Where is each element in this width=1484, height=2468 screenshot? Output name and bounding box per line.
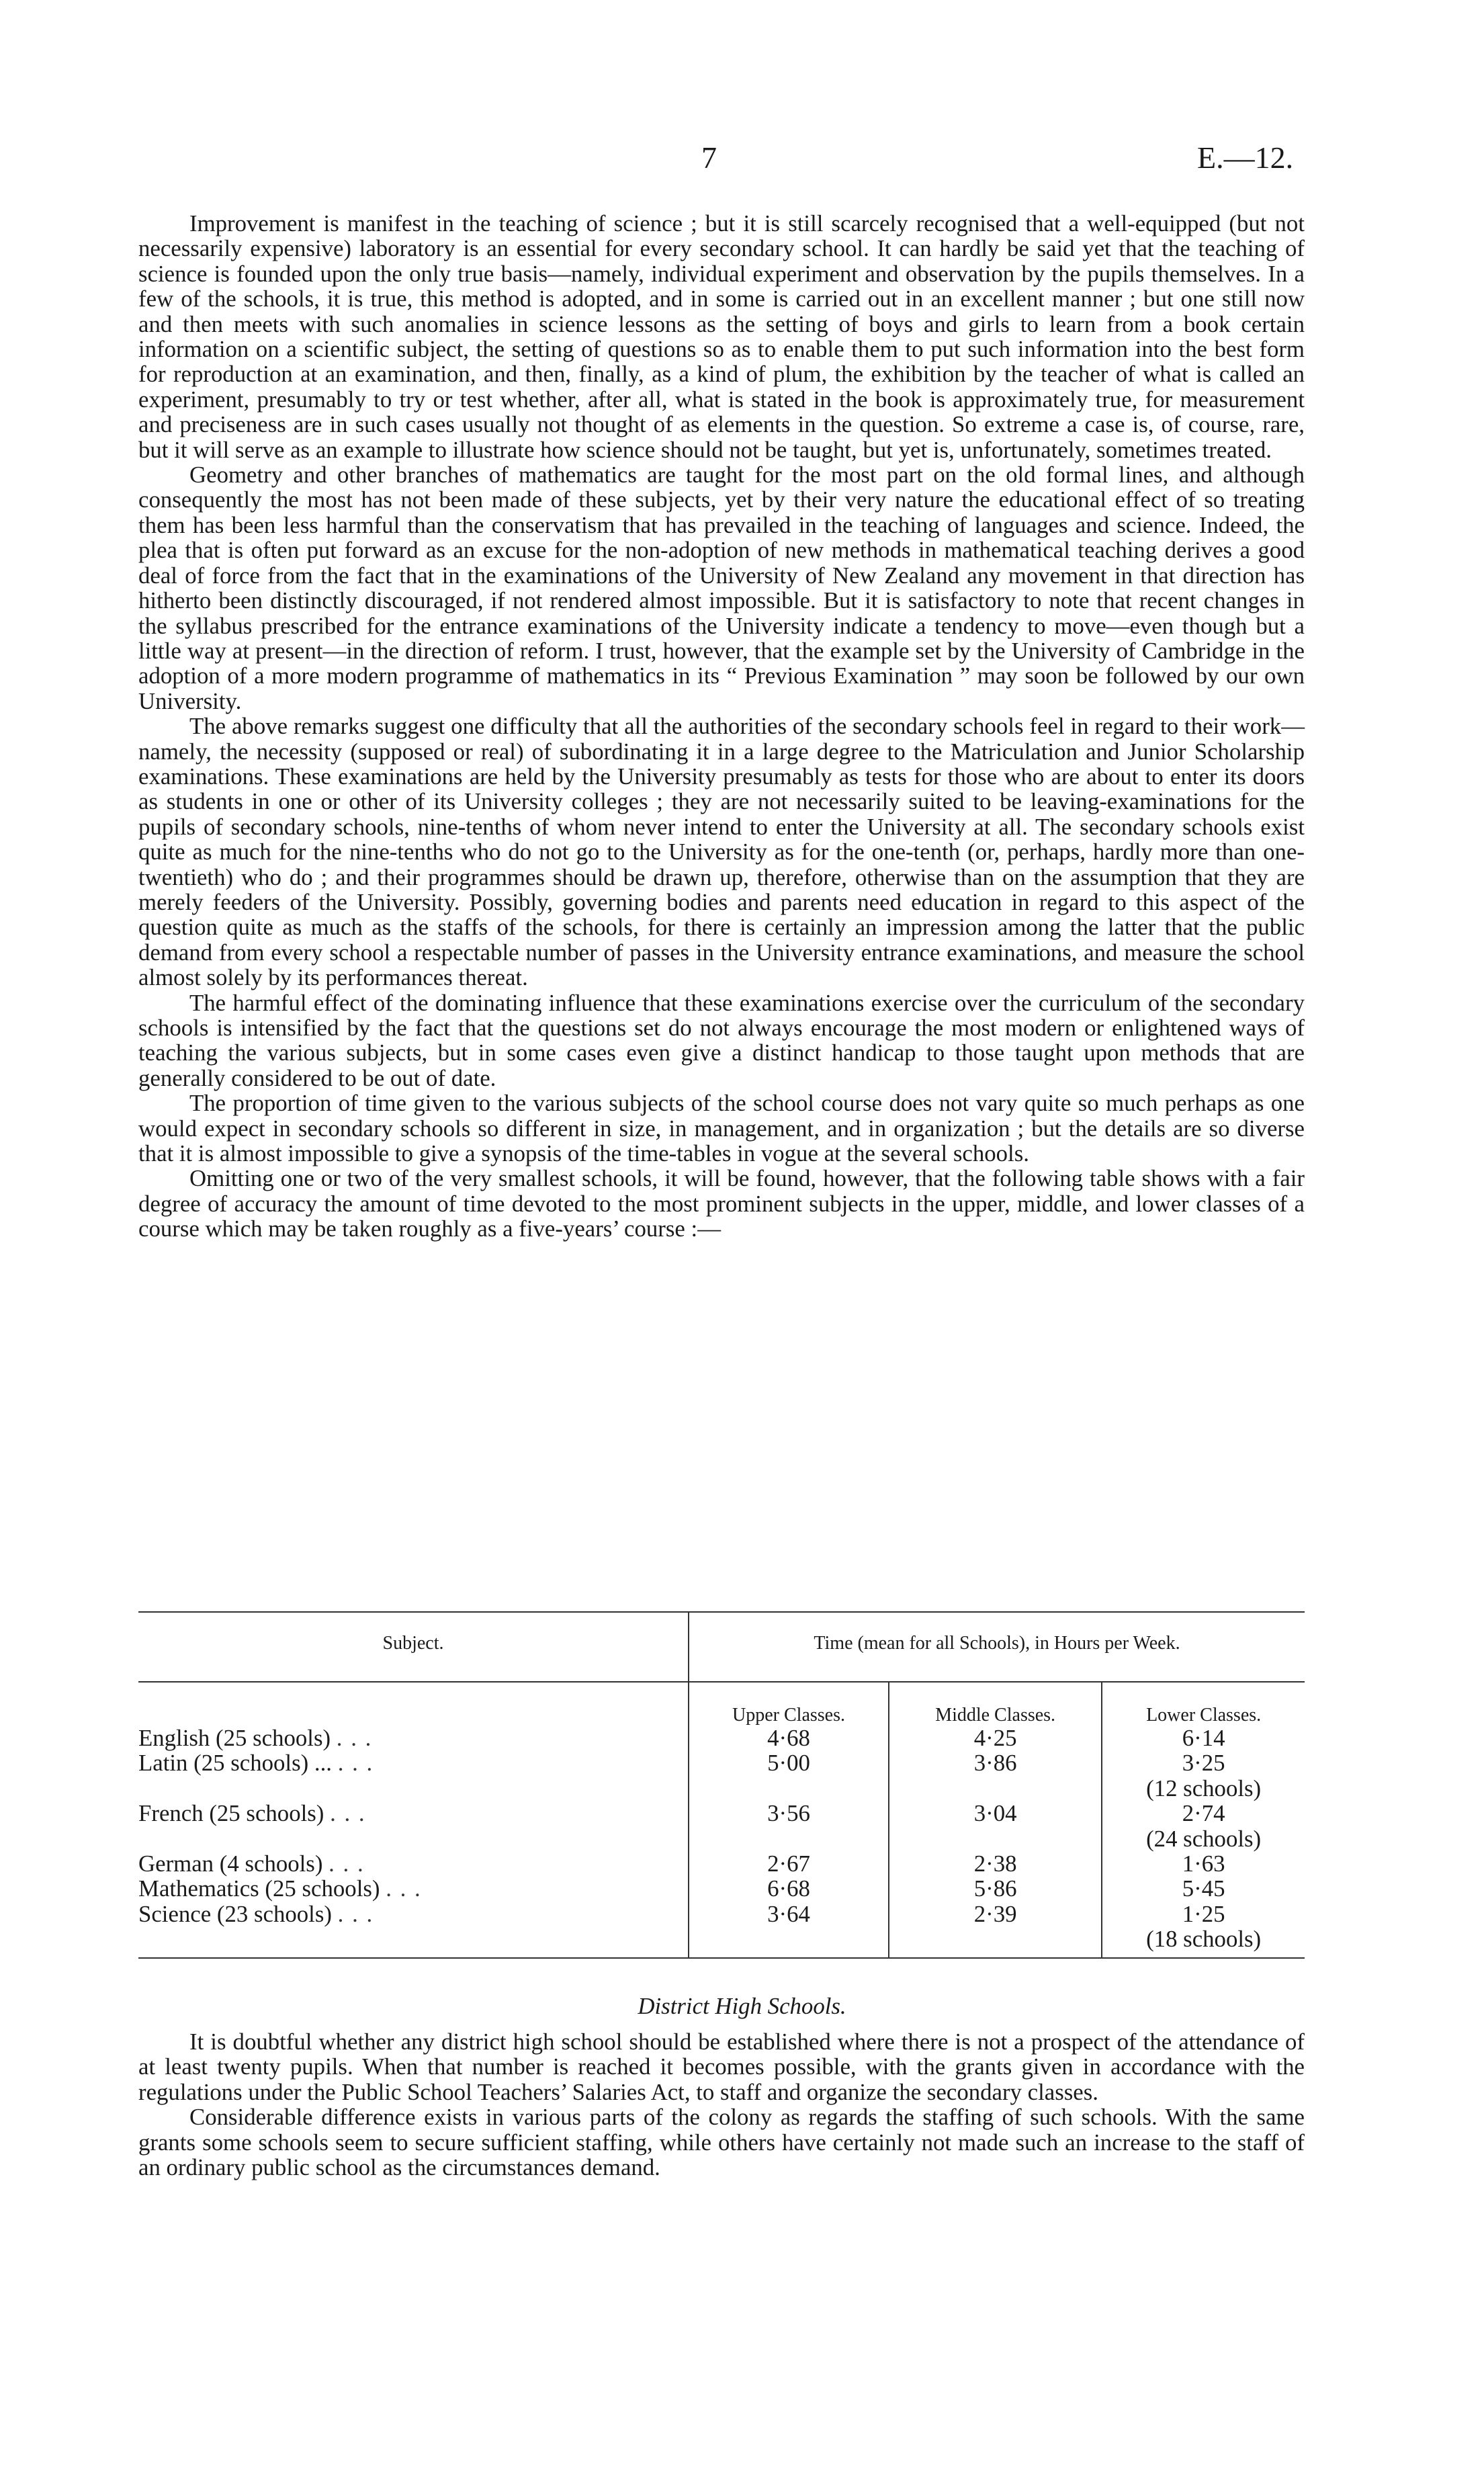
table-row xyxy=(138,1726,1305,1750)
row-lower: 1·25 xyxy=(1182,1900,1225,1927)
row-leader: . . . xyxy=(336,1725,373,1751)
paragraph-examinations: The above remarks suggest one difficulty that all the authorities of the secondary schools feel in regard to their work—namely, the necessity (supposed or real) of subordinating it in a large degree to the Matriculation and Junior Scholarship examinations. These examinations are held by the University presumably as tests for those who are about to enter its doors as students in one or other of its University colleges ; they are not necessarily suited to be leaving-examinations for the pupils of secondary schools, nine-tenths of whom never intend to enter the University at all. The secondary schools exist quite as much for the nine-tenths who do not go to the University as for the one-tenth (or, perhaps, hardly more than one-twentieth) who do ; and their programmes should be drawn up, therefore, otherwise than on the assumption that they are merely feeders of the University. Possibly, governing bodies and parents need education in regard to this aspect of the question quite as much as the staffs of the schools, for there is certainly an impression among the latter that the public demand from every school a respectable number of passes in the University entrance examinations, and measure the school almost solely by its performances thereat. xyxy=(138,713,1305,991)
subhead-empty xyxy=(138,1682,689,1726)
row-lower: 1·63 xyxy=(1182,1850,1225,1877)
row-middle: 3·86 xyxy=(889,1750,1102,1801)
table-row xyxy=(138,1750,1305,1801)
paragraph-time-proportion: The proportion of time given to the various subjects of the school course does not vary quite so much perhaps as one would expect in secondary schools so different in size, in management, and in organization ; but the details are so diverse that it is almost impossible to give a synopsis of the time-tables in vogue at the several schools. xyxy=(138,1090,1305,1167)
paragraph-table-intro: Omitting one or two of the very smallest schools, it will be found, however, that the following table shows with a fair degree of accuracy the amount of time devoted to the most prominent subjects in the upper, middle, and lower classes of a course which may be taken roughly as a five-years’ course :— xyxy=(138,1165,1305,1242)
row-middle: 5·86 xyxy=(889,1876,1102,1901)
row-upper: 5·00 xyxy=(689,1750,889,1801)
row-middle: 2·38 xyxy=(889,1851,1102,1876)
row-middle: 3·04 xyxy=(889,1801,1102,1851)
row-lower-note: (18 schools) xyxy=(1146,1926,1262,1953)
row-middle: 4·25 xyxy=(889,1726,1102,1750)
body-text-district xyxy=(138,2029,1305,2180)
table-row xyxy=(138,1876,1305,1901)
time-table xyxy=(138,1611,1305,1959)
row-leader: . . . xyxy=(330,1800,366,1827)
time-table-container xyxy=(138,1611,1305,1959)
col-lower-header: Lower Classes. xyxy=(1146,1705,1262,1726)
row-lower: 5·45 xyxy=(1182,1875,1225,1902)
row-upper: 2·67 xyxy=(689,1851,889,1876)
row-subject: Latin (25 schools) ... xyxy=(138,1750,332,1777)
table-row xyxy=(138,1851,1305,1876)
paragraph-mathematics: Geometry and other branches of mathematics are taught for the most part on the old formal lines, and although consequently the most has not been made of these subjects, yet by their very nature the educational effect of so treating them has been less harmful than the conservatism that has prevailed in the teaching of languages and science. Indeed, the plea that is often put forward as an excuse for the non-adoption of new methods in mathematical teaching derives a good deal of force from the fact that in the examinations of the University of New Zealand any movement in that direction has hitherto been distinctly discouraged, if not rendered almost impossible. But it is satisfactory to note that recent changes in the syllabus prescribed for the entrance examinations of the University indicate a tendency to move—even though but a little way at present—in the direction of reform. I trust, however, that the example set by the University of Cambridge in the adoption of a more modern programme of mathematics in its “ Previous Examination ” may soon be followed by our own University. xyxy=(138,462,1305,714)
paragraph-district-establishment: It is doubtful whether any district high school should be established where there is not a prospect of the attendance of at least twenty pupils. When that number is reached it becomes possible, with the grants given in accordance with the regulations under the Public School Teachers’ Salaries Act, to staff and organize the secondary classes. xyxy=(138,2029,1305,2105)
row-upper: 4·68 xyxy=(689,1726,889,1750)
header-subject: Subject. xyxy=(138,1612,689,1682)
body-text xyxy=(138,211,1305,1242)
col-middle-header: Middle Classes. xyxy=(889,1682,1102,1726)
paragraph-district-staffing: Considerable difference exists in various parts of the colony as regards the staffing of such schools. With the same grants some schools seem to secure sufficient staffing, while others have certainly not made such an increase to the staff of an ordinary public school as the circumstances demand. xyxy=(138,2104,1305,2181)
row-subject: German (4 schools) xyxy=(138,1850,323,1877)
table-row xyxy=(138,1801,1305,1851)
document-code: E.—12. xyxy=(1197,140,1294,175)
page-number: 7 xyxy=(701,140,717,175)
header-time: Time (mean for all Schools), in Hours per Week. xyxy=(689,1612,1305,1682)
table-row xyxy=(138,1902,1305,1958)
row-upper: 3·64 xyxy=(689,1902,889,1958)
row-upper: 3·56 xyxy=(689,1801,889,1851)
section-heading-district-high-schools: District High Schools. xyxy=(638,1993,846,2019)
row-upper: 6·68 xyxy=(689,1876,889,1901)
row-subject: Science (23 schools) xyxy=(138,1900,332,1927)
row-lower-note: (24 schools) xyxy=(1146,1825,1262,1852)
row-lower: 6·14 xyxy=(1182,1725,1225,1751)
row-lower: 2·74 xyxy=(1182,1800,1225,1827)
row-leader: . . . xyxy=(329,1850,365,1877)
row-leader: . . . xyxy=(337,1900,374,1927)
row-leader: . . . xyxy=(386,1875,422,1902)
table-bottom-rule xyxy=(138,1958,1305,1959)
row-leader: . . . xyxy=(337,1750,374,1777)
row-lower-note: (12 schools) xyxy=(1146,1775,1262,1801)
paragraph-harmful-effect: The harmful effect of the dominating influence that these examinations exercise over the curriculum of the secondary schools is intensified by the fact that the questions set do not always encourage the most modern or enlightened ways of teaching the various subjects, but in some cases even give a distinct handicap to those taught upon methods that are generally considered to be out of date. xyxy=(138,989,1305,1091)
paragraph-science: Improvement is manifest in the teaching of science ; but it is still scarcely recognised that a well-equipped (but not necessarily expensive) laboratory is an essential for every secondary school. It can hardly be said yet that the teaching of science is founded upon the only true basis—namely, individual experiment and observation by the pupils themselves. In a few of the schools, it is true, this method is adopted, and in some is carried out in an excellent manner ; but one still now and then meets with such anomalies in science lessons as the setting of boys and girls to learn from a book certain information on a scientific subject, the setting of questions so as to enable them to put such information into the best form for reproduction at an examination, and then, finally, as a kind of plum, the exhibition by the teacher of what is called an experiment, presumably to try or test whether, after all, what is stated in the book is approximately true, for measurement and preciseness are in such cases usually not thought of as elements in the question. So extreme a case is, of course, rare, but it will serve as an example to illustrate how science should not be taught, but yet is, unfortunately, sometimes treated. xyxy=(138,210,1305,463)
col-upper-header: Upper Classes. xyxy=(689,1682,889,1726)
row-subject: French (25 schools) xyxy=(138,1800,324,1827)
row-subject: Mathematics (25 schools) xyxy=(138,1875,380,1902)
row-middle: 2·39 xyxy=(889,1902,1102,1958)
row-lower: 3·25 xyxy=(1182,1750,1225,1777)
row-subject: English (25 schools) xyxy=(138,1725,331,1751)
